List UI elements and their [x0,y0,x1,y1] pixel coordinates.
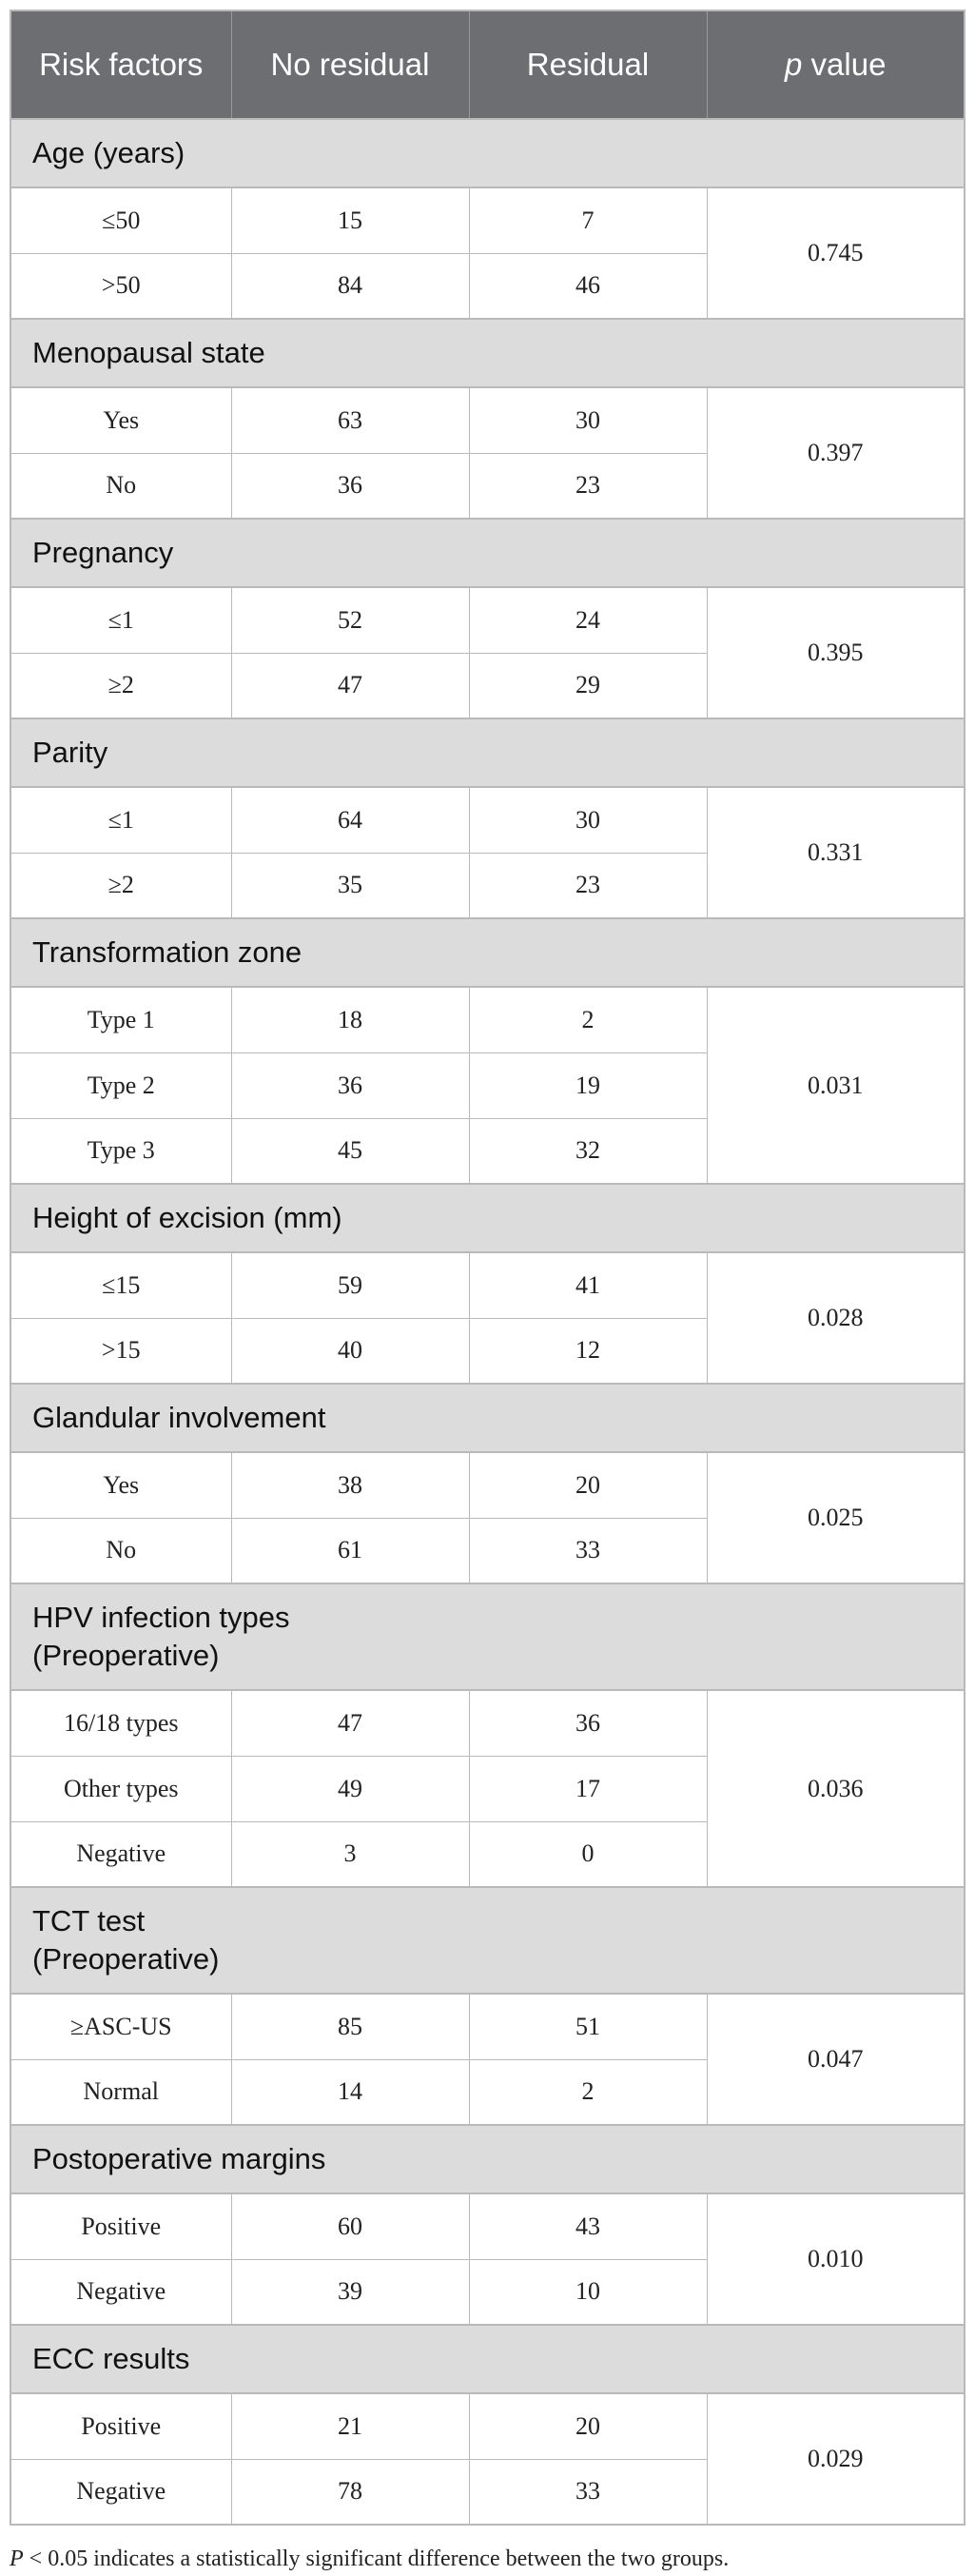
group-row [10,519,965,587]
cell-label: >15 [10,1318,231,1384]
cell-no-residual: 61 [231,1518,469,1583]
cell-no-residual: 63 [231,387,469,453]
cell-residual: 29 [469,653,707,718]
cell-p-value: 0.395 [707,587,965,718]
cell-no-residual: 85 [231,1994,469,2059]
cell-label: ≥2 [10,653,231,718]
cell-residual: 41 [469,1252,707,1318]
cell-label: ≤15 [10,1252,231,1318]
cell-p-value: 0.397 [707,387,965,519]
cell-p-value: 0.331 [707,787,965,918]
cell-residual: 43 [469,2193,707,2259]
cell-label: ≤50 [10,187,231,253]
header-risk-factors: Risk factors [10,10,231,119]
cell-label: ≥ASC-US [10,1994,231,2059]
header-p-value [707,10,965,119]
cell-no-residual: 38 [231,1452,469,1518]
table-row [10,387,965,453]
group-label: Glandular involvement [10,1384,965,1452]
table-row [10,787,965,853]
cell-residual: 36 [469,1690,707,1756]
table-row [10,2193,965,2259]
cell-p-value: 0.028 [707,1252,965,1384]
cell-residual: 0 [469,1821,707,1887]
group-row [10,718,965,787]
cell-residual: 23 [469,853,707,918]
group-label: Age (years) [10,119,965,187]
group-label: Menopausal state [10,319,965,387]
cell-residual: 24 [469,587,707,653]
group-label: TCT test (Preoperative) [10,1887,965,1994]
cell-label: Negative [10,2259,231,2325]
cell-label: Normal [10,2059,231,2125]
cell-no-residual: 49 [231,1756,469,1821]
cell-no-residual: 39 [231,2259,469,2325]
cell-residual: 30 [469,387,707,453]
cell-label: Type 2 [10,1052,231,1118]
group-label: Parity [10,718,965,787]
table-row [10,2393,965,2459]
group-row [10,1583,965,1690]
header-p-letter: p [785,47,803,82]
cell-label: Positive [10,2393,231,2459]
cell-residual: 46 [469,253,707,319]
cell-label: Type 1 [10,987,231,1052]
cell-no-residual: 60 [231,2193,469,2259]
cell-no-residual: 47 [231,1690,469,1756]
cell-no-residual: 64 [231,787,469,853]
cell-no-residual: 18 [231,987,469,1052]
cell-residual: 2 [469,2059,707,2125]
group-row [10,1887,965,1994]
cell-no-residual: 52 [231,587,469,653]
cell-label: Yes [10,387,231,453]
cell-p-value: 0.025 [707,1452,965,1583]
cell-residual: 32 [469,1118,707,1184]
cell-label: ≤1 [10,587,231,653]
table-row [10,587,965,653]
header-p-rest: value [802,47,887,82]
cell-label: Yes [10,1452,231,1518]
group-row [10,1384,965,1452]
table-body [10,119,965,2525]
table-row [10,1252,965,1318]
cell-p-value: 0.745 [707,187,965,319]
cell-residual: 7 [469,187,707,253]
cell-residual: 17 [469,1756,707,1821]
cell-label: Other types [10,1756,231,1821]
cell-no-residual: 47 [231,653,469,718]
table-header [10,10,965,119]
group-row [10,918,965,987]
cell-no-residual: 35 [231,853,469,918]
cell-residual: 33 [469,1518,707,1583]
table-footnote [10,2547,964,2572]
cell-residual: 2 [469,987,707,1052]
group-row [10,2325,965,2393]
group-label: Transformation zone [10,918,965,987]
cell-residual: 30 [469,787,707,853]
cell-no-residual: 14 [231,2059,469,2125]
cell-p-value: 0.031 [707,987,965,1184]
cell-p-value: 0.036 [707,1690,965,1887]
cell-no-residual: 78 [231,2459,469,2525]
group-label: Pregnancy [10,519,965,587]
footnote-text: < 0.05 indicates a statistically significant difference between the two groups. [23,2547,730,2571]
cell-residual: 20 [469,1452,707,1518]
group-row [10,319,965,387]
group-label: ECC results [10,2325,965,2393]
cell-no-residual: 40 [231,1318,469,1384]
cell-p-value: 0.047 [707,1994,965,2125]
group-label: Height of excision (mm) [10,1184,965,1252]
header-row [10,10,965,119]
cell-residual: 23 [469,453,707,519]
group-row [10,2125,965,2193]
group-row [10,1184,965,1252]
header-no-residual: No residual [231,10,469,119]
cell-label: Positive [10,2193,231,2259]
cell-no-residual: 84 [231,253,469,319]
group-label: Postoperative margins [10,2125,965,2193]
cell-no-residual: 15 [231,187,469,253]
group-row [10,119,965,187]
cell-residual: 51 [469,1994,707,2059]
footnote-p-symbol: P [10,2547,24,2571]
cell-p-value: 0.010 [707,2193,965,2325]
cell-residual: 12 [469,1318,707,1384]
table-row [10,987,965,1052]
group-label: HPV infection types (Preoperative) [10,1583,965,1690]
cell-label: Negative [10,2459,231,2525]
risk-factors-table [10,10,965,2526]
cell-no-residual: 36 [231,453,469,519]
cell-no-residual: 21 [231,2393,469,2459]
cell-label: No [10,1518,231,1583]
cell-no-residual: 3 [231,1821,469,1887]
cell-no-residual: 59 [231,1252,469,1318]
table-row [10,187,965,253]
cell-label: >50 [10,253,231,319]
cell-label: Negative [10,1821,231,1887]
cell-label: 16/18 types [10,1690,231,1756]
cell-label: Type 3 [10,1118,231,1184]
header-residual: Residual [469,10,707,119]
cell-residual: 19 [469,1052,707,1118]
table-row [10,1452,965,1518]
cell-label: No [10,453,231,519]
cell-no-residual: 36 [231,1052,469,1118]
cell-residual: 10 [469,2259,707,2325]
table-row [10,1994,965,2059]
cell-residual: 20 [469,2393,707,2459]
cell-p-value: 0.029 [707,2393,965,2525]
cell-residual: 33 [469,2459,707,2525]
page [10,10,964,2572]
cell-label: ≤1 [10,787,231,853]
cell-label: ≥2 [10,853,231,918]
cell-no-residual: 45 [231,1118,469,1184]
table-row [10,1690,965,1756]
